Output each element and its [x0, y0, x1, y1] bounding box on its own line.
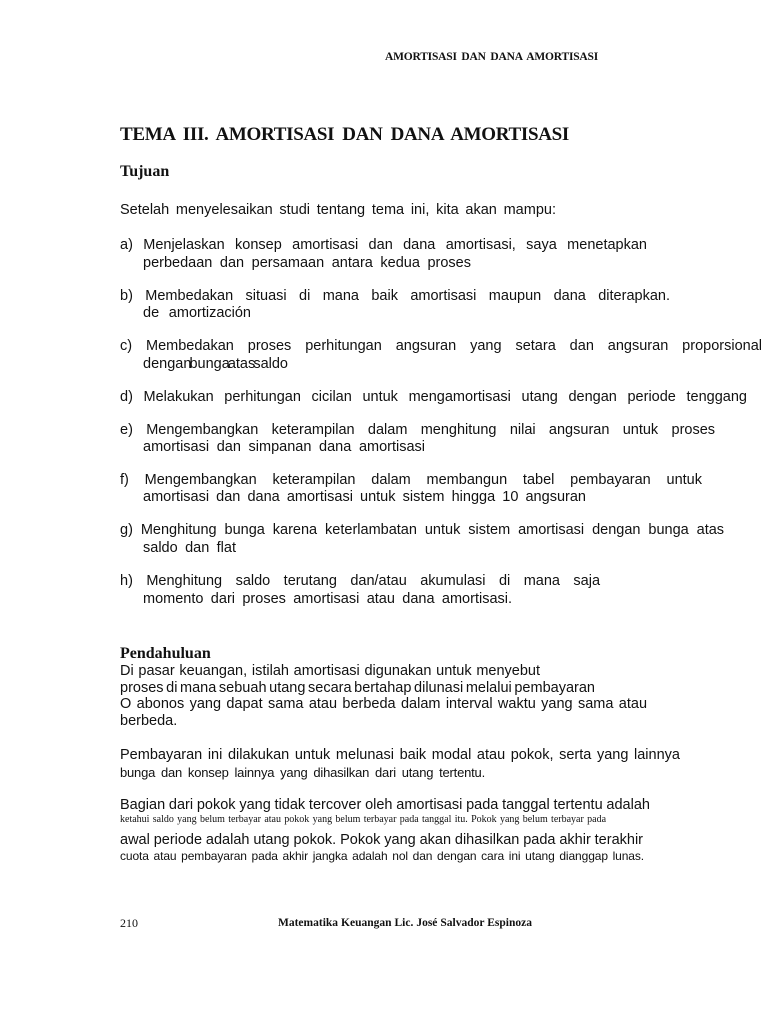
objective-line: perbedaan dan persamaan antara kedua proses — [143, 255, 471, 271]
objective-line: h) Menghitung saldo terutang dan/atau akumulasi di mana saja — [120, 573, 601, 589]
objective-line: g) Menghitung bunga karena keterlambatan untuk sistem amortisasi dengan bunga atas — [120, 522, 725, 538]
objective-line: c) Membedakan proses perhitungan angsuran yang setara dan angsuran proporsional — [120, 338, 762, 354]
paragraph-line: proses di mana sebuah utang secara bertahap dilunasi melalui pembayaran — [120, 680, 595, 696]
objective-line: amortisasi dan simpanan dana amortisasi — [143, 439, 426, 455]
paragraph-line: cuota atau pembayaran pada akhir jangka adalah nol dan dengan cara ini utang dianggap lunas. — [120, 849, 645, 863]
running-header: AMORTISASI DAN DANA AMORTISASI — [385, 51, 598, 63]
page-number: 210 — [120, 916, 138, 930]
page-title: TEMA III. AMORTISASI DAN DANA AMORTISASI — [120, 124, 569, 145]
paragraph-line: Pembayaran ini dilakukan untuk melunasi baik modal atau pokok, serta yang lainnya — [120, 747, 680, 763]
objective-line: d) Melakukan perhitungan cicilan untuk mengamortisasi utang dengan periode tenggang — [120, 389, 747, 405]
paragraph-line: bunga dan konsep lainnya yang dihasilkan dari utang tertentu. — [120, 765, 486, 780]
paragraph-line: ketahui saldo yang belum terbayar atau pokok yang belum terbayar pada tanggal itu. Pokok yang belum terbayar pada — [120, 814, 607, 825]
paragraph-line: O abonos yang dapat sama atau berbeda dalam interval waktu yang sama atau — [120, 696, 648, 712]
objective-line: momento dari proses amortisasi atau dana amortisasi. — [143, 591, 513, 607]
objective-line: saldo dan flat — [143, 540, 236, 556]
paragraph-line: berbeda. — [120, 713, 178, 729]
objectives-intro: Setelah menyelesaikan studi tentang tema ini, kita akan mampu: — [120, 202, 556, 218]
objective-line: e) Mengembangkan keterampilan dalam menghitung nilai angsuran untuk proses — [120, 422, 716, 438]
objective-line: b) Membedakan situasi di mana baik amortisasi maupun dana diterapkan. — [120, 288, 670, 304]
paragraph-line: awal periode adalah utang pokok. Pokok yang akan dihasilkan pada akhir terakhir — [120, 832, 644, 848]
objective-line: de amortización — [143, 305, 251, 321]
objective-line: dengan bunga atas saldo — [143, 356, 288, 372]
introduction-heading: Pendahuluan — [120, 645, 211, 662]
objectives-heading: Tujuan — [120, 163, 170, 180]
objective-line: f) Mengembangkan keterampilan dalam membangun tabel pembayaran untuk — [120, 472, 702, 488]
paragraph-line: Bagian dari pokok yang tidak tercover oleh amortisasi pada tanggal tertentu adalah — [120, 797, 650, 813]
objective-line: a) Menjelaskan konsep amortisasi dan dana amortisasi, saya menetapkan — [120, 237, 647, 253]
footer-credit: Matematika Keuangan Lic. José Salvador Espinoza — [278, 917, 532, 929]
paragraph-line: Di pasar keuangan, istilah amortisasi digunakan untuk menyebut — [120, 663, 541, 679]
objective-line: amortisasi dan dana amortisasi untuk sistem hingga 10 angsuran — [143, 489, 586, 505]
